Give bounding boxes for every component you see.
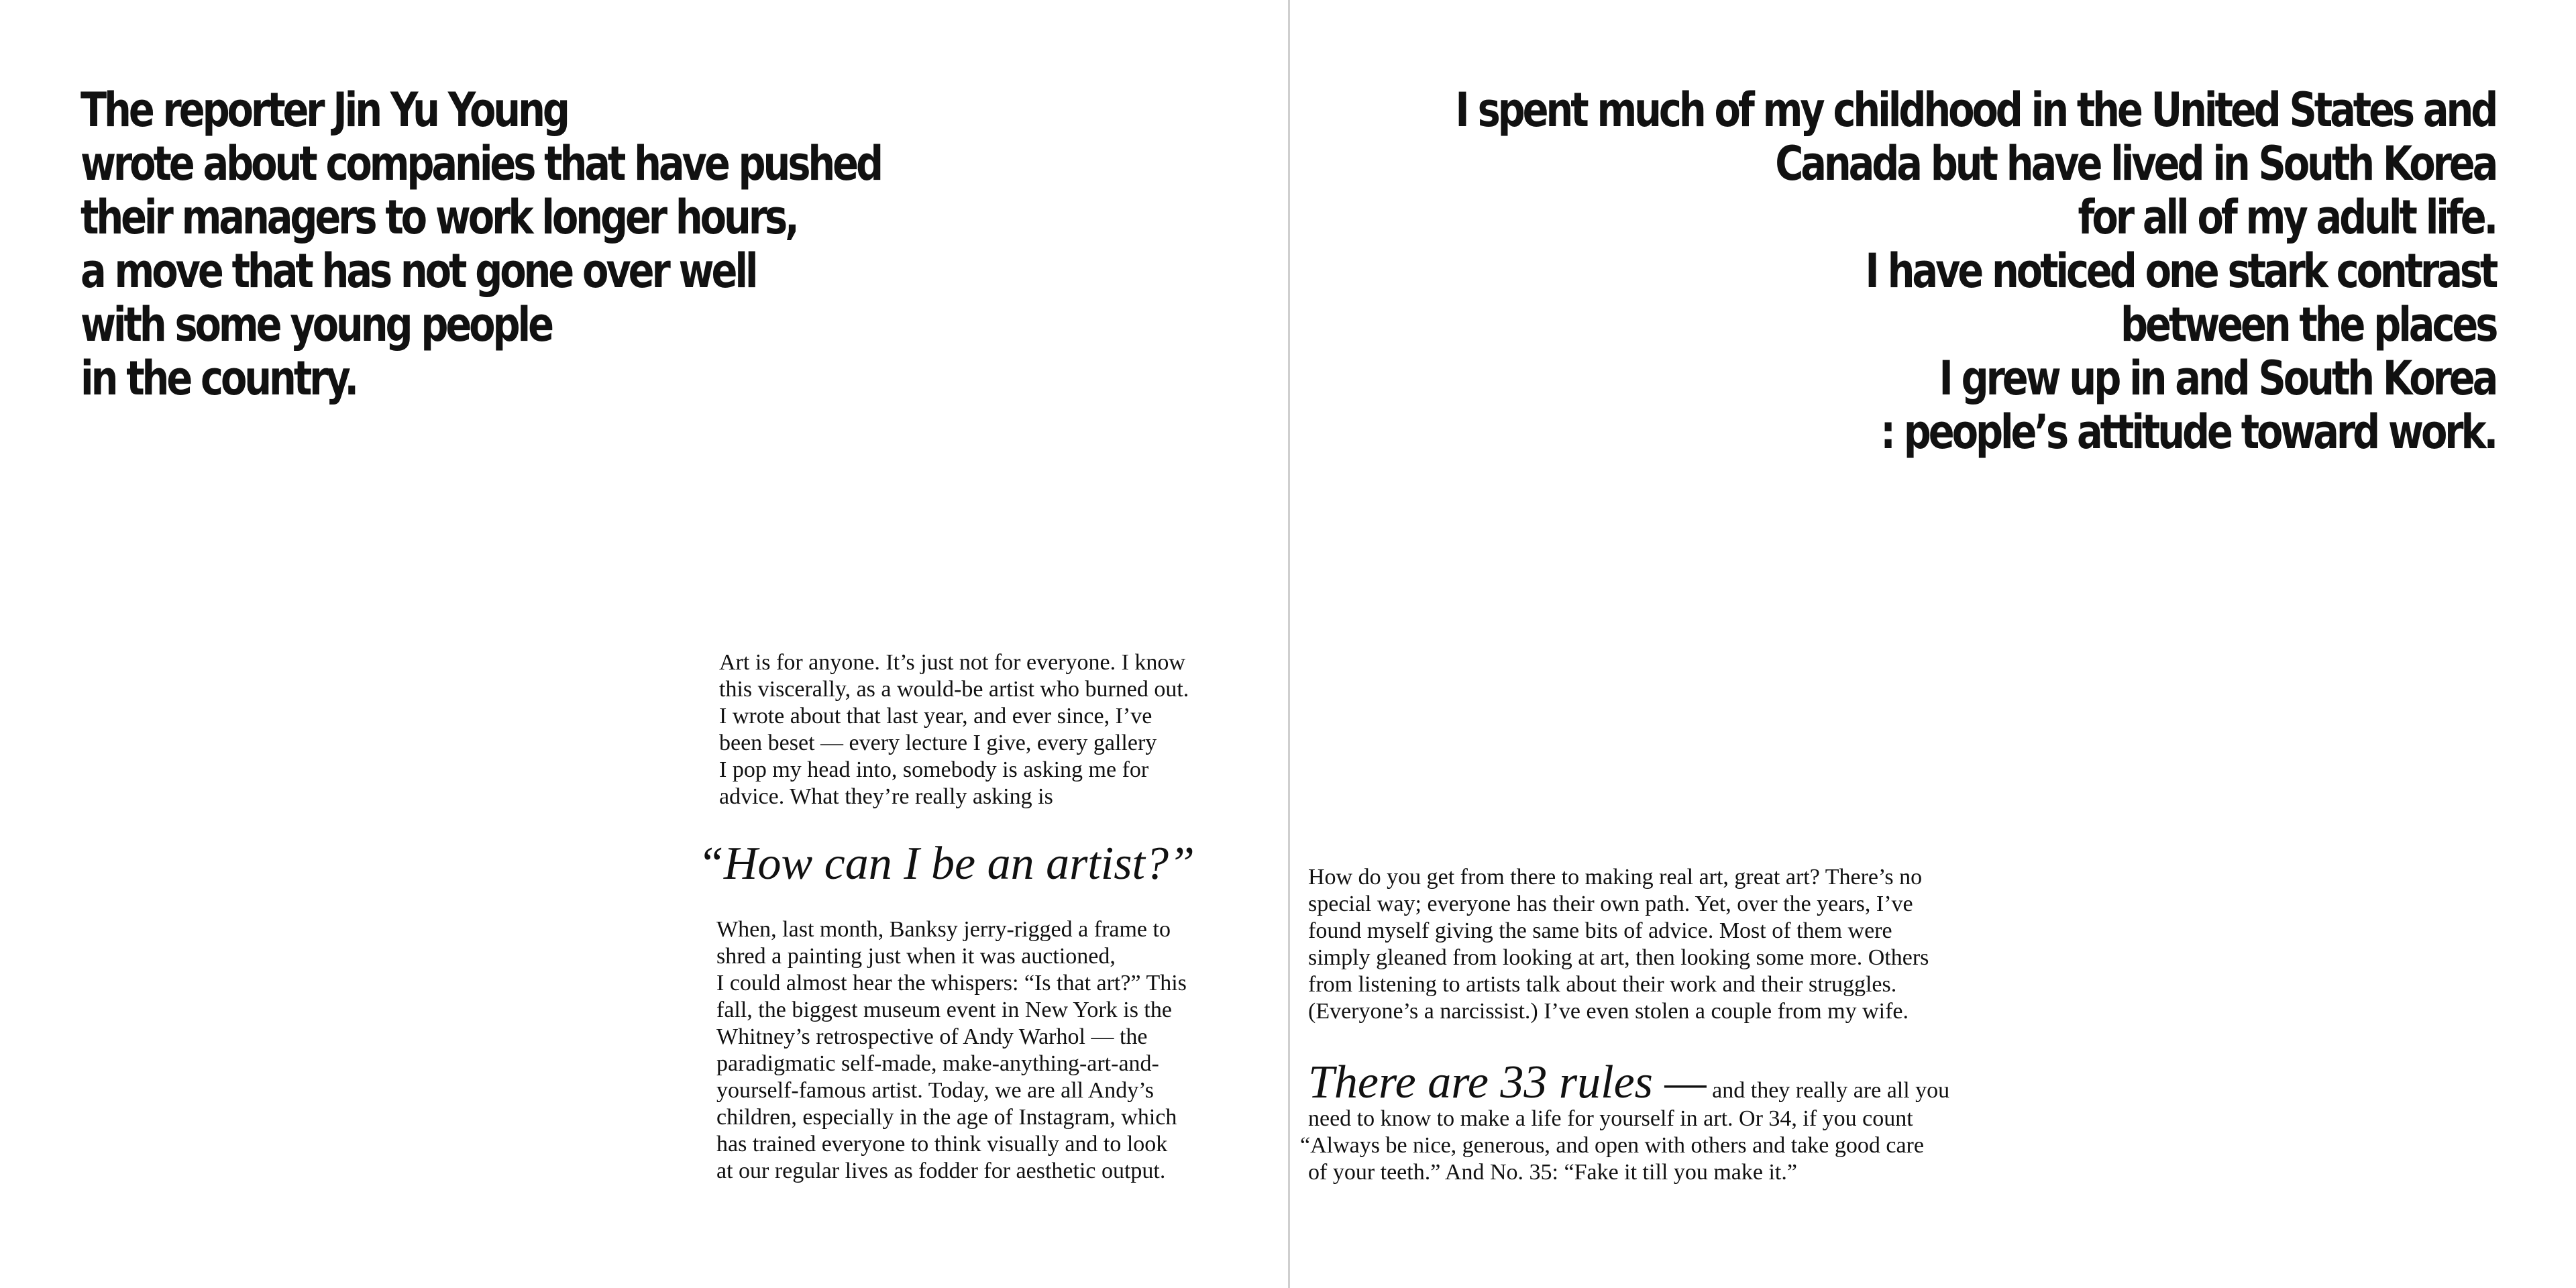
right-headline-line: I have noticed one stark contrast xyxy=(1865,244,2496,299)
body-line: shred a painting just when it was auctioned, xyxy=(716,944,1116,969)
left-body-paragraph xyxy=(716,916,1187,1185)
rules-lead-pull: There are 33 rules — xyxy=(1308,1057,1707,1108)
right-headline xyxy=(1455,83,2496,459)
intro-line: I pop my head into, somebody is asking me for xyxy=(719,757,1149,782)
left-headline-line: a move that has not gone over well xyxy=(80,244,756,299)
right-headline-line: Canada but have lived in South Korea xyxy=(1774,136,2496,191)
left-headline-line: wrote about companies that have pushed xyxy=(80,136,881,191)
left-headline-line: The reporter Jin Yu Young xyxy=(80,83,568,138)
left-headline xyxy=(80,83,881,405)
body-line: When, last month, Banksy jerry-rigged a frame to xyxy=(716,917,1171,942)
body-line: I could almost hear the whispers: “Is that art?” This xyxy=(716,971,1187,996)
rules-line: of your teeth.” And No. 35: “Fake it till you make it.” xyxy=(1308,1160,1797,1185)
body-line: Whitney’s retrospective of Andy Warhol — the xyxy=(716,1024,1148,1049)
body-line: found myself giving the same bits of advice. Most of them were xyxy=(1308,918,1892,943)
rules-line: need to know to make a life for yourself in art. Or 34, if you count xyxy=(1308,1106,1913,1131)
body-line: How do you get from there to making real art, great art? There’s no xyxy=(1308,865,1923,890)
intro-line: Art is for anyone. It’s just not for everyone. I know xyxy=(719,650,1185,675)
body-line: from listening to artists talk about their work and their struggles. xyxy=(1308,972,1897,997)
body-line: fall, the biggest museum event in New York is the xyxy=(716,998,1172,1022)
right-body-paragraph xyxy=(1308,864,1929,1025)
body-line: children, especially in the age of Instagram, which xyxy=(716,1105,1177,1130)
pull-quote: “How can I be an artist?” xyxy=(698,838,1195,890)
left-intro-paragraph xyxy=(719,649,1189,810)
body-line: has trained everyone to think visually and to look xyxy=(716,1132,1168,1157)
right-headline-line: I spent much of my childhood in the United States and xyxy=(1455,83,2496,138)
intro-line: this viscerally, as a would-be artist who burned out. xyxy=(719,677,1189,702)
right-headline-line: : people’s attitude toward work. xyxy=(1880,405,2496,460)
right-headline-line: I grew up in and South Korea xyxy=(1939,351,2496,406)
intro-line: been beset — every lecture I give, every gallery xyxy=(719,731,1157,755)
left-headline-line: with some young people xyxy=(80,297,551,352)
body-line: paradigmatic self-made, make-anything-art-and- xyxy=(716,1051,1159,1076)
body-line: (Everyone’s a narcissist.) I’ve even stolen a couple from my wife. xyxy=(1308,999,1909,1024)
body-line: simply gleaned from looking at art, then looking some more. Others xyxy=(1308,945,1929,970)
intro-line: I wrote about that last year, and ever since, I’ve xyxy=(719,704,1152,729)
rules-line: “Always be nice, generous, and open with others and take good care xyxy=(1300,1133,1924,1158)
intro-line: advice. What they’re really asking is xyxy=(719,784,1053,809)
body-line: special way; everyone has their own path. Yet, over the years, I’ve xyxy=(1308,892,1913,916)
right-headline-line: for all of my adult life. xyxy=(2078,190,2496,245)
left-headline-line: in the country. xyxy=(80,351,357,406)
body-line: at our regular lives as fodder for aesthetic output. xyxy=(716,1159,1166,1183)
rules-first-line-text: and they really are all you xyxy=(1706,1078,1950,1103)
right-headline-line: between the places xyxy=(2120,297,2496,352)
body-line: yourself-famous artist. Today, we are all Andy’s xyxy=(716,1078,1154,1103)
page-gutter-divider xyxy=(1288,0,1290,1288)
left-headline-line: their managers to work longer hours, xyxy=(80,190,797,245)
rules-paragraph xyxy=(1300,1056,1950,1186)
